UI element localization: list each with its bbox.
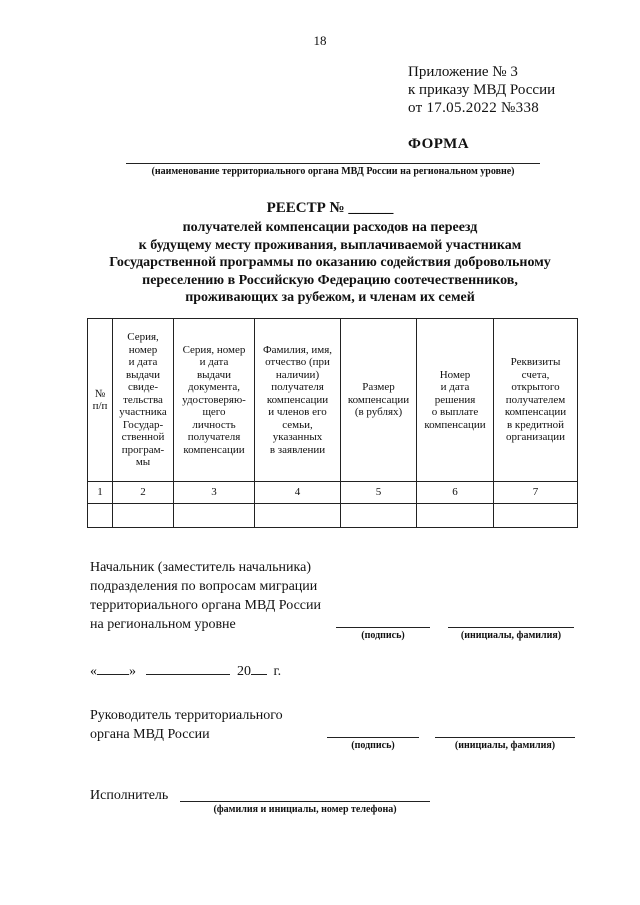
table-cell[interactable] [88, 504, 113, 528]
executor-caption: (фамилия и инициалы, номер телефона) [213, 804, 397, 815]
registry-table [87, 318, 578, 528]
table-cell[interactable] [174, 504, 255, 528]
chief-title-line: Руководитель территориального [90, 708, 283, 723]
executor-label: Исполнитель [90, 788, 169, 803]
page-number: 18 [313, 33, 327, 48]
year-blank[interactable] [251, 660, 267, 675]
chief-title-block [90, 706, 283, 744]
header-cell-full-name: Фамилия, имя, отчество (при наличии) получателя компенсации и членов его семьи, указанных в заявлении [255, 319, 341, 482]
subtitle-line: проживающих за рубежом, и членам их семей [185, 290, 475, 305]
subtitle-line: получателей компенсации расходов на переезд [182, 220, 478, 235]
table-cell[interactable] [341, 504, 417, 528]
head-name-line[interactable] [448, 627, 574, 628]
column-number: 5 [341, 482, 417, 504]
column-number: 1 [88, 482, 113, 504]
chief-name-line[interactable] [435, 737, 575, 738]
table-cell[interactable] [113, 504, 174, 528]
subtitle-line: Государственной программы по оказанию содействия добровольному [109, 255, 551, 270]
subtitle-line: переселению в Российскую Федерацию соотечественников, [142, 272, 518, 288]
chief-signature-line[interactable] [327, 737, 419, 738]
column-number: 3 [174, 482, 255, 504]
appendix-line: Приложение № 3 [408, 64, 518, 80]
head-signature-caption: (подпись) [361, 630, 405, 641]
header-cell-decision: Номер и дата решения о выплате компенсации [417, 319, 494, 482]
appendix-block [408, 63, 555, 117]
head-title-block [90, 558, 321, 634]
registry-title: РЕЕСТР № ______ [266, 200, 394, 216]
table-header-row [88, 319, 578, 482]
column-number-row [88, 482, 578, 504]
column-number: 6 [417, 482, 494, 504]
org-name-caption: (наименование территориального органа МВД России на региональном уровне) [151, 166, 515, 177]
column-number: 4 [255, 482, 341, 504]
chief-name-caption: (инициалы, фамилия) [454, 740, 556, 751]
header-cell-id-document: Серия, номер и дата выдачи документа, удостоверяю- щего личность получателя компенсации [174, 319, 255, 482]
month-blank[interactable] [146, 660, 230, 675]
table-cell[interactable] [494, 504, 578, 528]
column-number: 2 [113, 482, 174, 504]
appendix-order-date: от 17.05.2022 №338 [408, 100, 540, 116]
date-block [90, 660, 281, 680]
header-cell-account: Реквизиты счета, открытого получателем компенсации в кредитной организации [494, 319, 578, 482]
header-cell-certificate: Серия, номер и дата выдачи свиде- тельства участника Государ- ственной програм- мы [113, 319, 174, 482]
head-title-line: подразделения по вопросам миграции [90, 579, 318, 594]
date-close-quote: » [129, 664, 136, 679]
head-title-line: территориального органа МВД России [90, 598, 322, 613]
table-cell[interactable] [255, 504, 341, 528]
head-signature-line[interactable] [336, 627, 430, 628]
head-title-line: Начальник (заместитель начальника) [90, 560, 311, 575]
column-number: 7 [494, 482, 578, 504]
head-name-caption: (инициалы, фамилия) [460, 630, 562, 641]
registry-subtitle [80, 219, 580, 307]
form-label: ФОРМА [408, 136, 470, 152]
table-cell[interactable] [417, 504, 494, 528]
year-prefix: 20 [237, 664, 251, 679]
table-row [88, 504, 578, 528]
header-cell-number: № п/п [88, 319, 113, 482]
appendix-line: к приказу МВД России [408, 82, 556, 98]
chief-signature-caption: (подпись) [351, 740, 395, 751]
year-suffix: г. [273, 664, 282, 679]
subtitle-line: к будущему месту проживания, выплачиваемой участникам [138, 237, 522, 253]
head-title-line: на региональном уровне [90, 617, 236, 632]
header-cell-amount: Размер компенсации (в рублях) [341, 319, 417, 482]
date-open-quote: « [90, 664, 97, 679]
chief-title-line: органа МВД России [90, 727, 210, 742]
day-blank[interactable] [97, 660, 129, 675]
org-name-line [126, 163, 540, 164]
executor-line[interactable] [180, 801, 430, 802]
